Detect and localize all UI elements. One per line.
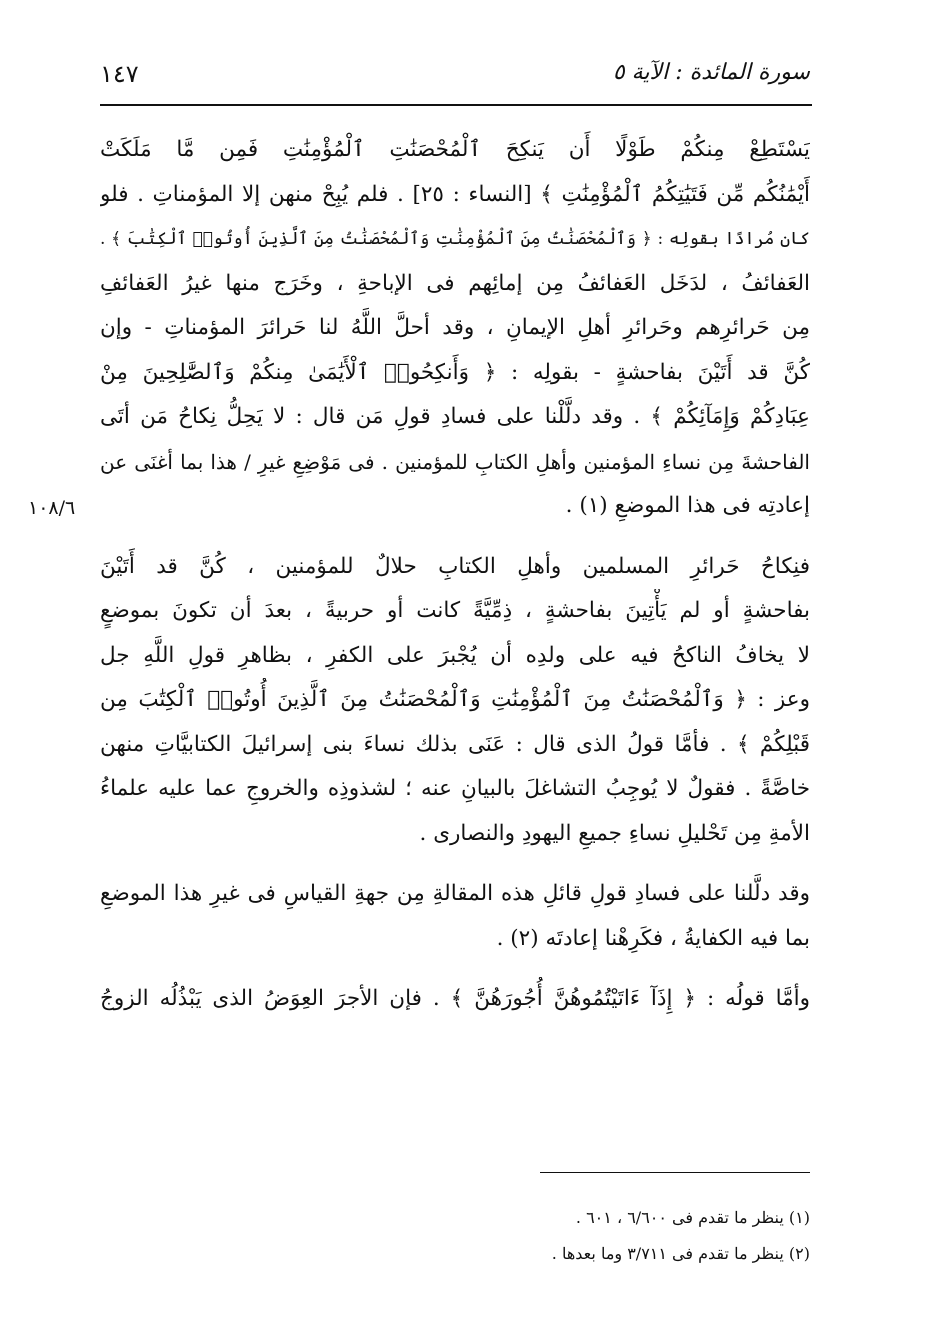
footnote: (٢) ينظر ما تقدم فى ٣/٧١١ وما بعدها . xyxy=(551,1244,810,1263)
paragraph xyxy=(100,545,810,857)
text-line: بفاحشةٍ أو لم يَأْتِينَ بفاحشةٍ ، ذِمِّيَّةً كانت أو حربيةً ، بعدَ أن تكونَ بموضعٍ xyxy=(100,598,810,623)
text-line: وعز : ﴿ وَٱلْمُحْصَنَٰتُ مِنَ ٱلْمُؤْمِنَٰتِ وَٱلْمُحْصَنَٰتُ مِنَ ٱلَّذِينَ أُوتُوا۟ ٱلْكِتَٰبَ مِن xyxy=(100,687,810,712)
text-line: كُنَّ قد أَتَيْنَ بفاحشةٍ - بقولِه : ﴿ وَأَنكِحُوا۟ ٱلْأَيَٰمَىٰ مِنكُمْ وَٱلصَّٰلِحِينَ مِنْ xyxy=(100,359,810,385)
text-line: إعادتِه فى هذا الموضعِ (١) . xyxy=(565,493,810,518)
page-number: ١٤٧ xyxy=(100,60,139,88)
text-line: مِن حَرائرِهم وحَرائرِ أهلِ الإيمانِ ، وقد أحلَّ اللَّهُ لنا حَرائرَ المؤمناتِ - وإن xyxy=(100,315,810,340)
text-line: قَبْلِكُمْ ﴾ . فأمَّا قولُ الذى قال : عَنَى بذلك نساءَ بنى إسرائيلَ الكتابيَّاتِ منهن xyxy=(100,731,810,757)
text-line: كان مُرادًا بقولِه : ﴿ وَٱلْمُحْصَنَٰتُ مِنَ ٱلْمُؤْمِنَٰتِ وَٱلْمُحْصَنَٰتُ مِنَ ٱلَّذِينَ أُوتُوا۟ ٱلْكِتَٰبَ ﴾ . xyxy=(100,229,810,249)
text-line: لا يخافُ الناكحُ فيه على ولدِه أن يُجْبرَ على الكفرِ ، بظاهرِ قولِ اللَّهِ جل xyxy=(100,642,810,668)
margin-reference: ١٠٨/٦ xyxy=(28,497,76,519)
running-title: سورة المائدة : الآية ٥ xyxy=(612,60,810,85)
footnotes xyxy=(100,1200,810,1272)
footnote: (١) ينظر ما تقدم فى ٦/٦٠٠ ، ٦٠١ . xyxy=(575,1208,810,1227)
text-line: بما فيه الكفايةُ ، فكَرِهْنا إعادتَه (٢) . xyxy=(496,925,810,951)
header-rule xyxy=(100,104,812,106)
text-line: خاصَّةً . فقولٌ لا يُوجِبُ التشاغلَ بالبيانِ عنه ؛ لشذوذِه والخروجِ عما عليه علماءُ xyxy=(100,776,810,801)
text-line: أَيْمَٰنُكُم مِّن فَتَيَٰتِكُمُ ٱلْمُؤْمِنَٰتِ ﴾ [النساء : ٢٥] . فلم يُبِحْ منهن إلا المؤمناتِ . فلو xyxy=(100,181,810,207)
text-line: الأمةِ مِن تَحْليلِ نساءِ جميعِ اليهودِ والنصارى . xyxy=(419,820,810,846)
page-header xyxy=(100,52,810,104)
text-line: عِبَادِكُمْ وَإِمَآئِكُمْ ﴾ . وقد دلَّلْنا على فسادِ قولِ مَن قال : لا يَحِلُّ نِكاحُ مَن أتَى xyxy=(100,404,810,429)
paragraph-gap xyxy=(100,529,810,545)
text-line: الفاحشةَ مِن نساءِ المؤمنين وأهلِ الكتابِ للمؤمنين . فى مَوْضِعِ غيرِ / هذا بما أغنَى عن xyxy=(100,449,810,474)
paragraph-gap xyxy=(100,856,810,872)
paragraph xyxy=(100,977,810,1022)
paragraph xyxy=(100,128,810,529)
paragraph-gap xyxy=(100,961,810,977)
text-line: فنِكاحُ حَرائرِ المسلمين وأهلِ الكتابِ حلالٌ للمؤمنين ، كُنَّ قد أَتَيْنَ xyxy=(100,553,810,579)
paragraph xyxy=(100,872,810,961)
text-line: وقد دلَّلنا على فسادِ قولِ قائلِ هذه المقالةِ مِن جهةِ القياسِ فى غيرِ هذا الموضعِ xyxy=(100,881,810,906)
text-line: يَسْتَطِعْ مِنكُمْ طَوْلًا أَن يَنكِحَ ٱلْمُحْصَنَٰتِ ٱلْمُؤْمِنَٰتِ فَمِن مَّا مَلَكَتْ xyxy=(100,137,810,162)
body-text xyxy=(100,128,810,1022)
text-line: وأمَّا قولُه : ﴿ إِذَآ ءَاتَيْتُمُوهُنَّ أُجُورَهُنَّ ﴾ . فإن الأجرَ العِوَضُ الذى يَبْذُلُه الزوجُ xyxy=(100,986,810,1011)
text-line: العَفائفُ ، لدَخَل العَفائفُ مِن إمائِهم فى الإباحةِ ، وخَرَج منها غيرُ العَفائفِ xyxy=(100,270,810,296)
footnote-rule xyxy=(540,1172,810,1173)
